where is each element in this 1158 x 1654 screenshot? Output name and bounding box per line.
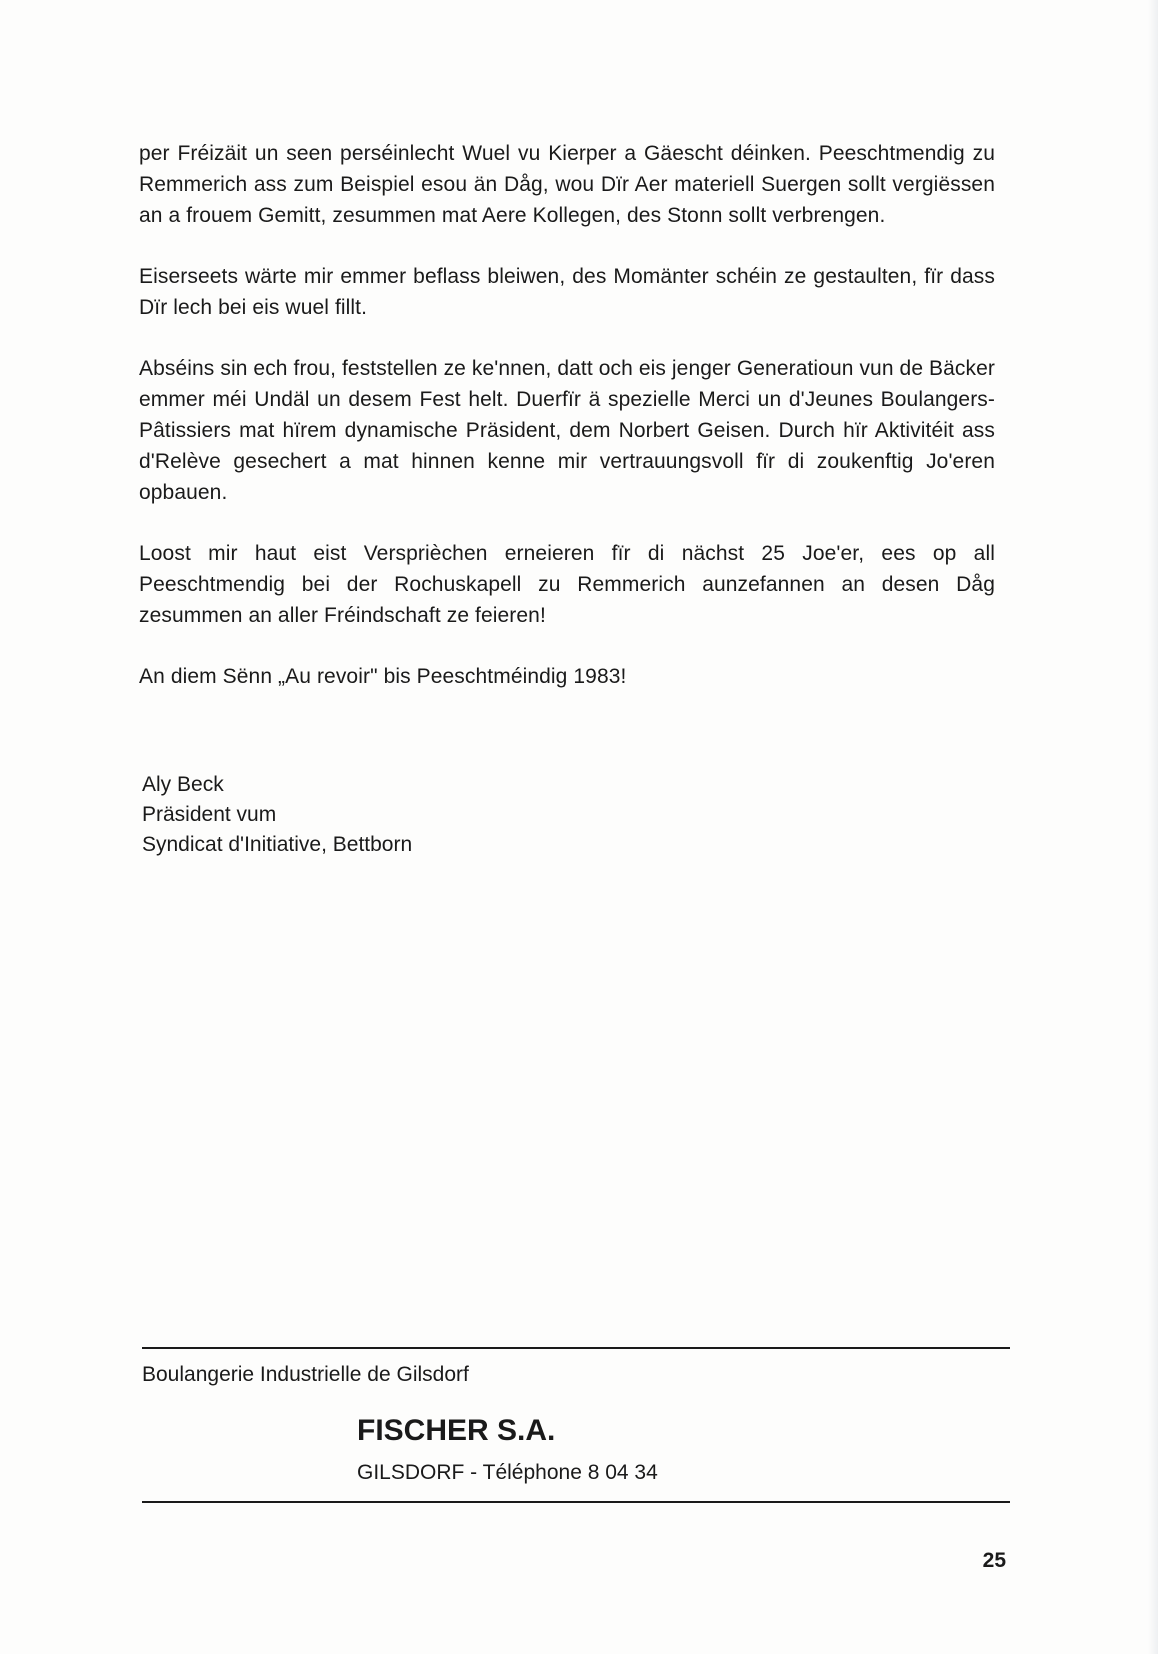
paragraph-1: per Fréizäit un seen perséinlecht Wuel vu Kierper a Gäescht déinken. Peeschtmendig zu Remmerich ass zum Beispiel esou än Dåg, wou Dïr Aer materiell Suergen sollt vergiëssen an a frouem Gemitt, zesummen mat Aere Kollegen, des Stonn sollt verbrengen. [139, 142, 995, 227]
signature-title: Präsident vum [142, 803, 277, 826]
paragraph-3: Abséins sin ech frou, feststellen ze ke'nnen, datt och eis jenger Generatioun vun de Bäcker emmer méi Undäl un desem Fest helt. Duerfïr ä spezielle Merci un d'Jeunes Boulangers-Pâtissiers mat hïrem dynamische Präsident, dem Norbert Geisen. Durch hïr Aktivitéit ass d'Relève gesechert a mat hinnen kenne mir vertrauungsvoll fïr di zoukenftig Jo'eren opbauen. [139, 357, 995, 504]
signature-name: Aly Beck [142, 773, 224, 796]
signature-organization: Syndicat d'Initiative, Bettborn [142, 833, 413, 856]
page-edge [1148, 0, 1158, 1654]
letter-body [139, 138, 995, 722]
signature-block [142, 770, 412, 860]
advertisement-company-line: Boulangerie Industrielle de Gilsdorf [142, 1363, 469, 1386]
advertisement-bottom-rule [142, 1501, 1010, 1503]
advertisement-top-rule [142, 1347, 1010, 1349]
advertisement-name: FISCHER S.A. [357, 1414, 556, 1447]
advertisement-contact: GILSDORF - Téléphone 8 04 34 [357, 1461, 658, 1484]
paragraph-5: An diem Sënn „Au revoir" bis Peeschtméindig 1983! [139, 665, 627, 688]
paragraph-2: Eiserseets wärte mir emmer beflass bleiwen, des Momänter schéin ze gestaulten, fïr dass Dïr lech bei eis wuel fillt. [139, 265, 995, 319]
page-number: 25 [982, 1549, 1006, 1572]
paragraph-4: Loost mir haut eist Versprièchen erneieren fïr di nächst 25 Joe'er, ees op all Peeschtmendig bei der Rochuskapell zu Remmerich aunzefannen an desen Dåg zesummen an aller Fréindschaft ze feieren! [139, 542, 995, 627]
